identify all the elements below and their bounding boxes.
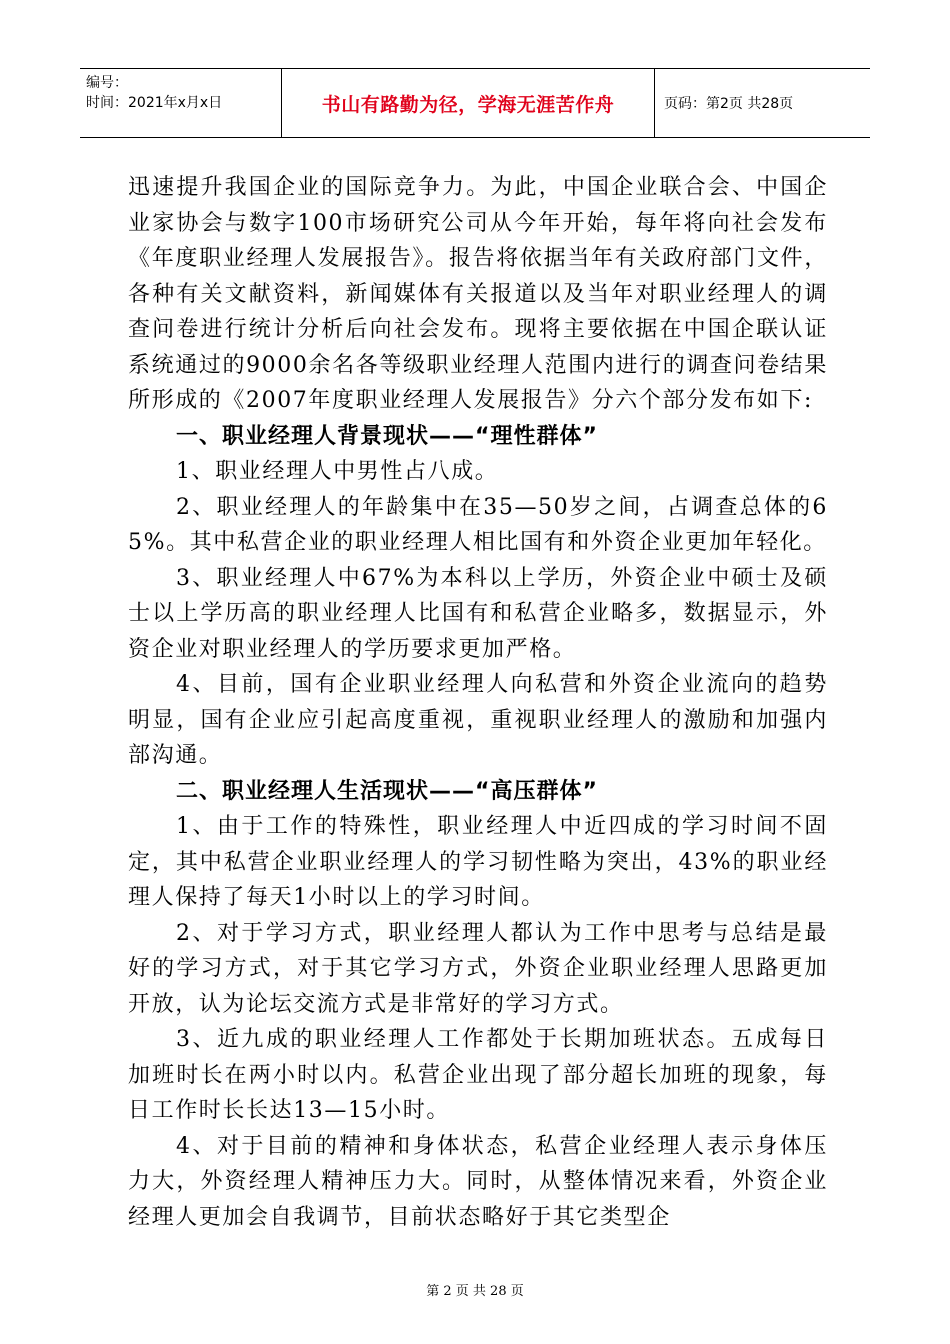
body-paragraph: 3、近九成的职业经理人工作都处于长期加班状态。五成每日加班时长在两小时以内。私营企业出现了部分超长加班的现象，每日工作时长长达13—15小时。 — [128, 1027, 828, 1123]
body-paragraph: 1、职业经理人中男性占八成。 — [176, 459, 499, 484]
body-paragraph: 3、职业经理人中67%为本科以上学历，外资企业中硕士及硕士以上学历高的职业经理人比国有和私营企业略多，数据显示，外资企业对职业经理人的学历要求更加严格。 — [128, 565, 828, 662]
document-body — [128, 170, 828, 1235]
body-paragraph: 4、对于目前的精神和身体状态，私营企业经理人表示身体压力大，外资经理人精神压力大。同时，从整体情况来看，外资企业经理人更加会自我调节，目前状态略好于其它类型企 — [128, 1133, 828, 1230]
header-divider — [654, 69, 655, 137]
body-paragraph: 4、目前，国有企业职业经理人向私营和外资企业流向的趋势明显，国有企业应引起高度重视，重视职业经理人的激励和加强内部沟通。 — [128, 672, 828, 768]
code-label: 编号： — [86, 75, 128, 91]
header-page-number: 页码：第2页 共28页 — [664, 96, 794, 112]
page-header — [80, 68, 870, 138]
body-paragraph: 2、对于学习方式，职业经理人都认为工作中思考与总结是最好的学习方式，对于其它学习方式，外资企业职业经理人思路更加开放，认为论坛交流方式是非常好的学习方式。 — [128, 920, 828, 1017]
body-paragraph: 迅速提升我国企业的国际竞争力。为此，中国企业联合会、中国企业家协会与数字100市场研究公司从今年开始，每年将向社会发布《年度职业经理人发展报告》。报告将依据当年有关政府部门文件，各种有关文献资料，新闻媒体有关报道以及当年对职业经理人的调查问卷进行统计分析后向社会发布。现将主要依据在中国企联认证系统通过的9000余名各等级职业经理人范围内进行的调查问卷结果所形成的《2007年度职业经理人发展报告》分六个部分发布如下: — [128, 175, 828, 413]
section-heading: 二、职业经理人生活现状——“高压群体” — [176, 778, 598, 804]
body-paragraph: 2、职业经理人的年龄集中在35—50岁之间，占调查总体的65%。其中私营企业的职业经理人相比国有和外资企业更加年轻化。 — [128, 494, 828, 555]
header-meta — [86, 73, 280, 113]
header-divider — [281, 69, 282, 137]
body-paragraph: 1、由于工作的特殊性，职业经理人中近四成的学习时间不固定，其中私营企业职业经理人的学习韧性略为突出，43%的职业经理人保持了每天1小时以上的学习时间。 — [128, 814, 828, 910]
page-footer: 第 2 页 共 28 页 — [426, 1284, 524, 1299]
date-label: 时间：2021年x月x日 — [86, 95, 223, 111]
header-motto: 书山有路勤为径，学海无涯苦作舟 — [321, 93, 615, 116]
section-heading: 一、职业经理人背景现状——“理性群体” — [176, 423, 598, 449]
